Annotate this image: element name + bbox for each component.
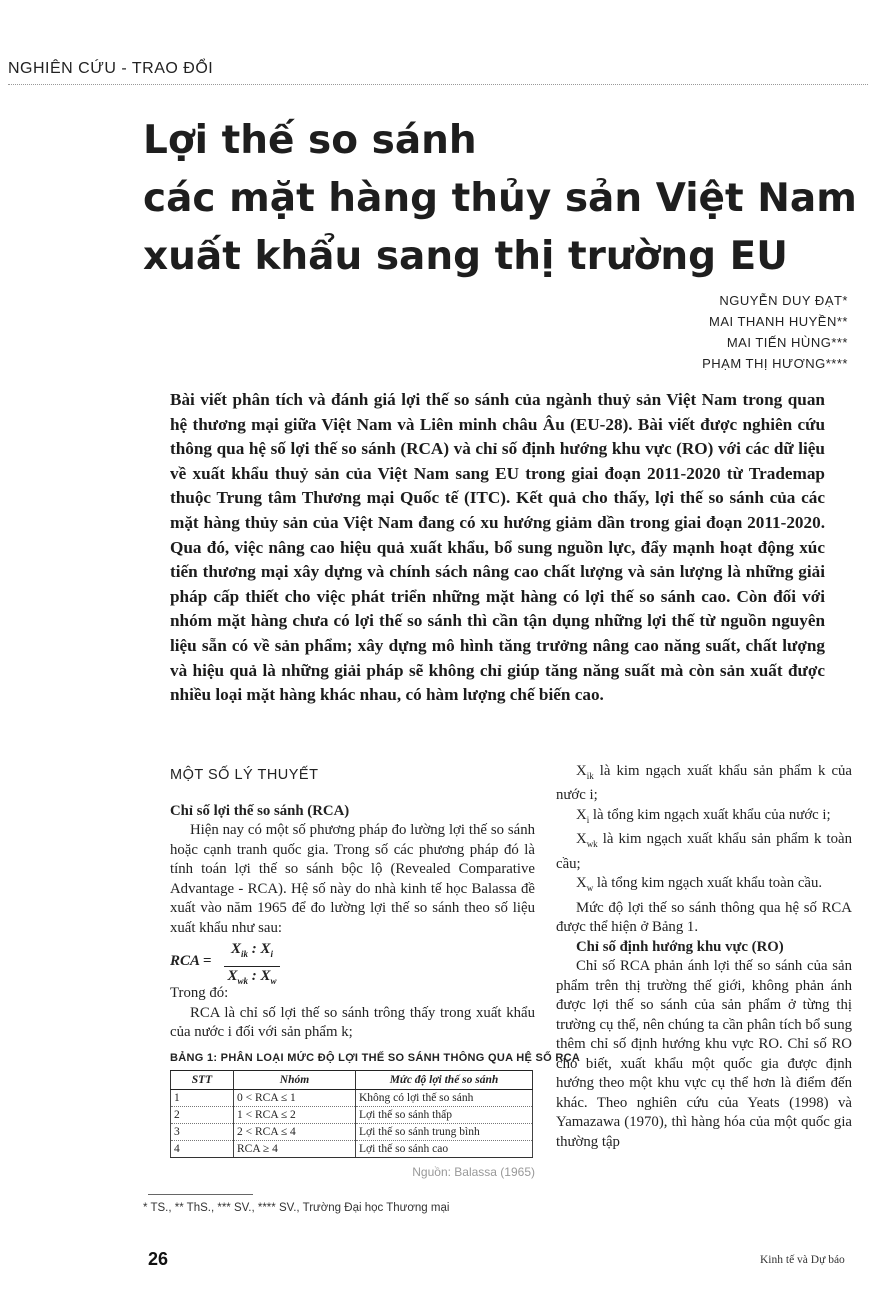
footnote-divider: [148, 1194, 253, 1195]
var-xw: $X_w$ là tổng kim ngạch xuất khẩu toàn cầu.: [576, 875, 823, 894]
var-xwk: $X_{wk}$ là kim ngạch xuất khẩu sản phẩm k toàn cầu;: [556, 831, 852, 872]
cell-nhom: RCA ≥ 4: [234, 1141, 356, 1158]
cell-muc-do: Không có lợi thế so sánh: [356, 1090, 533, 1107]
formula-denominator: $X_{wk}$ : $X_w$: [227, 967, 277, 986]
table-row: [171, 1090, 533, 1107]
header-stt: STT: [171, 1071, 234, 1090]
author-2: MAI THANH HUYỀN**: [708, 314, 848, 329]
table-row: [171, 1124, 533, 1141]
author-footnote: * TS., ** ThS., *** SV., **** SV., Trường Đại học Thương mại: [143, 1202, 450, 1214]
cell-muc-do: Lợi thế so sánh thấp: [356, 1107, 533, 1124]
rca-level-paragraph: Mức độ lợi thế so sánh thông qua hệ số RCA được thể hiện ở Bảng 1.: [556, 899, 852, 936]
left-column: [170, 762, 535, 1043]
header-divider: [8, 84, 868, 85]
table-header-row: [171, 1071, 533, 1090]
title-line-1: Lợi thế so sánh: [143, 118, 477, 163]
cell-nhom: 0 < RCA ≤ 1: [234, 1090, 356, 1107]
table-row: [171, 1107, 533, 1124]
var-xik: $X_{ik}$ là kim ngạch xuất khẩu sản phẩm k của nước i;: [556, 763, 852, 804]
abstract: Bài viết phân tích và đánh giá lợi thế so sánh của ngành thuỷ sản Việt Nam trong quan hệ thương mại giữa Việt Nam và Liên minh châu Âu (EU-28). Bài viết được nghiên cứu thông qua hệ số lợi thế so sánh (RCA) và chỉ số định hướng khu vực (RO) với các dữ liệu về xuất khẩu thuỷ sản của Việt Nam sang EU trong giai đoạn 2011-2020 từ Trademap thuộc Trung tâm Thương mại Quốc tế (ITC). Kết quả cho thấy, lợi thế so sánh của các mặt hàng thủy sản của Việt Nam đang có xu hướng giảm dần trong giai đoạn 2011-2020. Qua đó, việc nâng cao hiệu quả xuất khẩu, bổ sung nguồn lực, đẩy mạnh hoạt động xúc tiến thương mại xây dựng và chính sách nâng cao chất lượng và sản lượng là những giải pháp cấp thiết cho việc phát triển những mặt hàng có lợi thế so sánh cao. Còn đối với nhóm mặt hàng chưa có lợi thế so sánh thì cần tận dụng những lợi thế từ nguồn nguyên liệu sẵn có về sản phẩm; xây dựng mô hình tăng trưởng nâng cao năng suất, chất lượng và hiệu quả là những giải pháp sẽ không chỉ giúp tăng năng suất mà còn sản xuất được nhiều loại mặt hàng khác nhau, có hàm lượng chế biến cao.: [170, 390, 825, 705]
header-muc-do: Mức độ lợi thế so sánh: [356, 1071, 533, 1090]
cell-stt: 2: [171, 1107, 234, 1124]
cell-stt: 4: [171, 1141, 234, 1158]
cell-nhom: 2 < RCA ≤ 4: [234, 1124, 356, 1141]
cell-stt: 3: [171, 1124, 234, 1141]
formula-numerator: $X_{ik}$ : $X_i$: [224, 940, 280, 967]
title-line-2: các mặt hàng thủy sản Việt Nam: [143, 176, 857, 221]
section-header: NGHIÊN CỨU - TRAO ĐỔI: [8, 60, 214, 77]
rca-classification-table: [170, 1070, 533, 1158]
table-row: [171, 1141, 533, 1158]
rca-definition: RCA là chỉ số lợi thế so sánh trông thấy trong xuất khẩu của nước i đối với sản phẩm k;: [170, 1004, 535, 1040]
cell-nhom: 1 < RCA ≤ 2: [234, 1107, 356, 1124]
formula-lhs: RCA =: [170, 953, 212, 969]
formula-fraction: [224, 940, 280, 991]
title-line-3: xuất khẩu sang thị trường EU: [143, 234, 788, 279]
article-title: [143, 112, 873, 286]
cell-muc-do: Lợi thế so sánh cao: [356, 1141, 533, 1158]
rca-intro-paragraph: Hiện nay có một số phương pháp đo lường lợi thế so sánh hoặc cạnh tranh quốc gia. Trong số các phương pháp đó là tính toán lợi thế so sánh bộc lộ (Revealed Comparative Advantage - RCA). Hệ số này do nhà kinh tế học Balassa đề xuất vào năm 1965 để đo lường lợi thế so sánh theo số liệu xuất khẩu như sau:: [170, 822, 535, 936]
page-number: 26: [148, 1249, 169, 1269]
var-xi: $X_i$ là tổng kim ngạch xuất khẩu của nước i;: [576, 806, 831, 825]
cell-stt: 1: [171, 1090, 234, 1107]
trong-do-label: Trong đó:: [170, 985, 229, 1001]
section-heading: MỘT SỐ LÝ THUYẾT: [170, 767, 319, 783]
cell-muc-do: Lợi thế so sánh trung bình: [356, 1124, 533, 1141]
journal-name: Kinh tế và Dự báo: [760, 1254, 845, 1266]
table-title: BẢNG 1: PHÂN LOẠI MỨC ĐỘ LỢI THẾ SO SÁNH THÔNG QUA HỆ SỐ RCA: [170, 1052, 581, 1064]
right-column: [556, 762, 852, 1152]
ro-paragraph: Chỉ số RCA phản ánh lợi thế so sánh của sản phẩm trên thị trường thế giới, không phản ánh được lợi thế so sánh của sản phẩm ở từng thị trường cụ thể, nên chúng ta cần phân tích bổ sung thêm chỉ số định hướng khu vực RO. Chỉ số RO cho biết, xuất khẩu một quốc gia được định hướng theo một khu vực cụ thể hơn là điểm đến khác. Theo nghiên cứu của Yeats (1998) và Yamazawa (1970), thì hàng hóa của một quốc gia thường tập: [556, 958, 852, 1150]
ro-subheading: Chỉ số định hướng khu vực (RO): [576, 938, 784, 955]
author-3: MAI TIẾN HÙNG***: [726, 335, 848, 350]
author-4: PHẠM THỊ HƯƠNG****: [702, 356, 848, 371]
rca-formula: [170, 940, 535, 984]
rca-subheading: Chỉ số lợi thế so sánh (RCA): [170, 802, 350, 819]
author-list: [702, 290, 848, 374]
header-nhom: Nhóm: [234, 1071, 356, 1090]
table-source: Nguồn: Balassa (1965): [412, 1165, 535, 1179]
author-1: NGUYỄN DUY ĐẠT*: [719, 293, 848, 308]
